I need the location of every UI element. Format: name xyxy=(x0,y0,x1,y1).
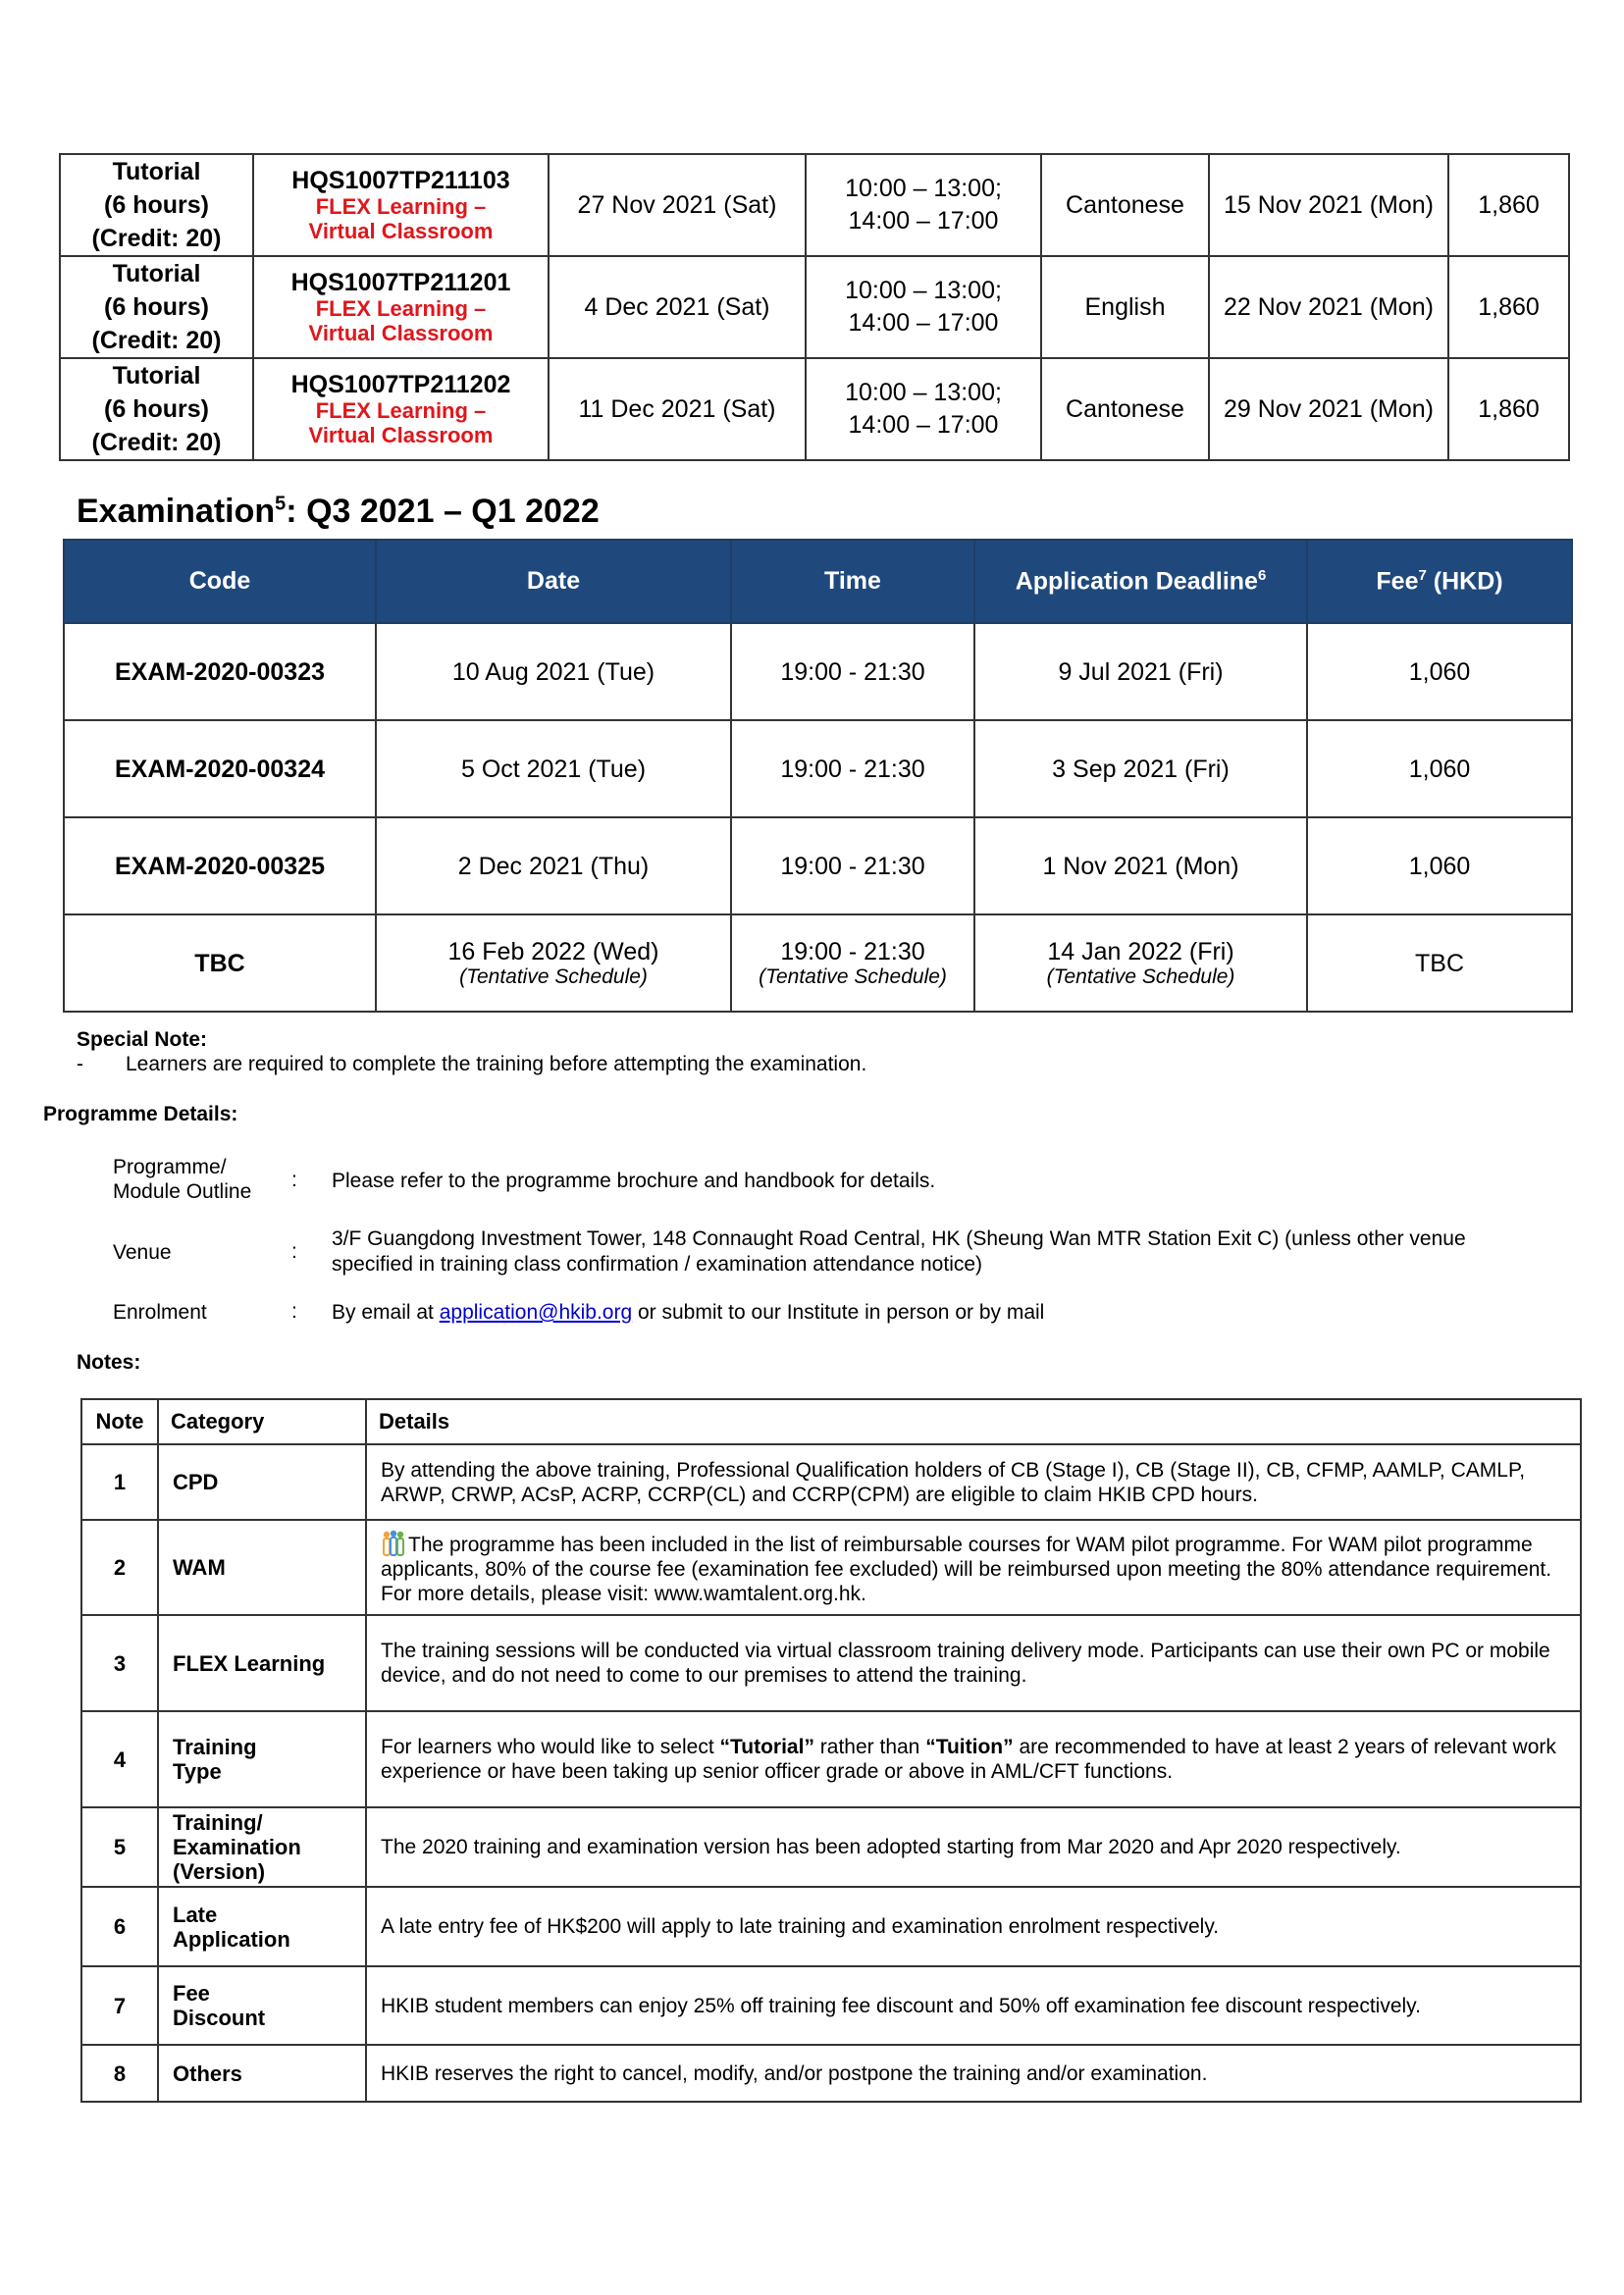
examination-schedule-table xyxy=(63,539,1573,1013)
tutorial-schedule-table xyxy=(59,153,1570,461)
exam-date: 16 Feb 2022 (Wed) (Tentative Schedule) xyxy=(376,914,731,1012)
note-category: FLEX Learning xyxy=(158,1615,366,1711)
venue-label: Venue xyxy=(113,1241,172,1264)
header-details: Details xyxy=(366,1399,1581,1444)
time-cell: 10:00 – 13:00; 14:00 – 17:00 xyxy=(806,154,1041,256)
notes-table xyxy=(80,1398,1582,2103)
deadline-cell: 22 Nov 2021 (Mon) xyxy=(1209,256,1448,358)
exam-fee: 1,060 xyxy=(1307,817,1572,914)
note-number: 2 xyxy=(81,1520,158,1615)
exam-time: 19:00 - 21:30 xyxy=(731,720,974,817)
special-note-text: Learners are required to complete the training before attempting the examination. xyxy=(126,1053,867,1075)
header-note: Note xyxy=(81,1399,158,1444)
exam-fee: TBC xyxy=(1307,914,1572,1012)
note-row xyxy=(81,1615,1581,1711)
note-number: 5 xyxy=(81,1807,158,1887)
date-cell: 27 Nov 2021 (Sat) xyxy=(549,154,806,256)
language-cell: English xyxy=(1041,256,1209,358)
class-code: HQS1007TP211103 xyxy=(291,166,510,194)
class-code: HQS1007TP211202 xyxy=(290,370,511,398)
header-application-deadline: Application Deadline$^6$ xyxy=(974,540,1307,623)
header-fee: Fee$^7$ (HKD) xyxy=(1307,540,1572,623)
exam-date: 2 Dec 2021 (Thu) xyxy=(376,817,731,914)
exam-deadline: 9 Jul 2021 (Fri) xyxy=(974,623,1307,720)
header-code: Code xyxy=(64,540,376,623)
note-details: HKIB student members can enjoy 25% off training fee discount and 50% off examination fee discount respectively. xyxy=(366,1966,1581,2045)
footnote-ref: 5 xyxy=(275,493,287,515)
exam-row xyxy=(64,720,1572,817)
exam-code: EXAM-2020-00325 xyxy=(64,817,376,914)
header-date: Date xyxy=(376,540,731,623)
exam-date: 10 Aug 2021 (Tue) xyxy=(376,623,731,720)
colon: : xyxy=(291,1300,297,1323)
colon: : xyxy=(291,1169,297,1191)
notes-header-row xyxy=(81,1399,1581,1444)
note-category: WAM xyxy=(158,1520,366,1615)
note-details: By attending the above training, Professional Qualification holders of CB (Stage I), CB (Stage II), CB, CFMP, AAMLP, CAMLP, ARWP, CRWP, ACsP, ACRP, CCRP(CL) and CCRP(CPM) are eligible to claim HKIB CPD hours. xyxy=(366,1444,1581,1520)
exam-fee: 1,060 xyxy=(1307,720,1572,817)
exam-time: 19:00 - 21:30 (Tentative Schedule) xyxy=(731,914,974,1012)
note-number: 7 xyxy=(81,1966,158,2045)
virtual-classroom-label: Virtual Classroom xyxy=(308,422,494,447)
flex-learning-label: FLEX Learning – xyxy=(315,397,487,423)
note-details: A late entry fee of HK$200 will apply to late training and examination enrolment respectively. xyxy=(366,1887,1581,1966)
examination-heading: Examination$^5$: Q3 2021 – Q1 2022 xyxy=(77,493,600,530)
venue-value: 3/F Guangdong Investment Tower, 148 Connaught Road Central, HK (Sheung Wan MTR Station Exit C) (unless other venue specified in training class confirmation / examination attendance notice) xyxy=(332,1227,1466,1276)
exam-time: 19:00 - 21:30 xyxy=(731,817,974,914)
exam-deadline: 3 Sep 2021 (Fri) xyxy=(974,720,1307,817)
note-category: Late Application xyxy=(158,1887,366,1966)
exam-row xyxy=(64,817,1572,914)
exam-row-tbc xyxy=(64,914,1572,1012)
note-number: 1 xyxy=(81,1444,158,1520)
note-details: The training sessions will be conducted via virtual classroom training delivery mode. Participants can use their own PC or mobile device, and do not need to come to our premises to attend the training. xyxy=(366,1615,1581,1711)
colon: : xyxy=(291,1240,297,1263)
note-category: Training/ Examination (Version) xyxy=(158,1807,366,1887)
programme-details-title: Programme Details: xyxy=(43,1103,238,1125)
class-code-cell xyxy=(253,154,549,256)
note-row xyxy=(81,1966,1581,2045)
deadline-cell: 29 Nov 2021 (Mon) xyxy=(1209,358,1448,460)
tentative-note: (Tentative Schedule) xyxy=(759,965,947,988)
tutorial-row xyxy=(60,154,1569,256)
header-category: Category xyxy=(158,1399,366,1444)
note-row xyxy=(81,1444,1581,1520)
exam-code: EXAM-2020-00324 xyxy=(64,720,376,817)
language-cell: Cantonese xyxy=(1041,358,1209,460)
note-category: Fee Discount xyxy=(158,1966,366,2045)
language-cell: Cantonese xyxy=(1041,154,1209,256)
exam-code: TBC xyxy=(64,914,376,1012)
deadline-cell: 15 Nov 2021 (Mon) xyxy=(1209,154,1448,256)
fee-cell: 1,860 xyxy=(1448,154,1569,256)
enrolment-value: By email at application@hkib.org or submit to our Institute in person or by mail xyxy=(332,1301,1045,1324)
note-details: HKIB reserves the right to cancel, modify, and/or postpone the training and/or examination. xyxy=(366,2045,1581,2102)
note-row xyxy=(81,1887,1581,1966)
time-cell: 10:00 – 13:00; 14:00 – 17:00 xyxy=(806,358,1041,460)
note-row xyxy=(81,1807,1581,1887)
note-row xyxy=(81,1711,1581,1807)
note-number: 6 xyxy=(81,1887,158,1966)
fee-cell: 1,860 xyxy=(1448,358,1569,460)
note-number: 8 xyxy=(81,2045,158,2102)
note-category: CPD xyxy=(158,1444,366,1520)
time-cell: 10:00 – 13:00; 14:00 – 17:00 xyxy=(806,256,1041,358)
date-cell: 11 Dec 2021 (Sat) xyxy=(549,358,806,460)
training-type-cell: Tutorial (6 hours) (Credit: 20) xyxy=(60,256,253,358)
notes-title: Notes: xyxy=(77,1351,141,1374)
training-type-cell: Tutorial (6 hours) (Credit: 20) xyxy=(60,358,253,460)
note-row xyxy=(81,2045,1581,2102)
tutorial-row xyxy=(60,358,1569,460)
exam-code: EXAM-2020-00323 xyxy=(64,623,376,720)
tentative-note: (Tentative Schedule) xyxy=(459,965,648,988)
outline-label: Programme/ Module Outline xyxy=(113,1156,252,1203)
fee-cell: 1,860 xyxy=(1448,256,1569,358)
exam-row xyxy=(64,623,1572,720)
special-note-title: Special Note: xyxy=(77,1028,208,1051)
application-email-link[interactable]: application@hkib.org xyxy=(439,1301,633,1324)
enrolment-label: Enrolment xyxy=(113,1301,207,1324)
exam-header-row xyxy=(64,540,1572,623)
note-number: 4 xyxy=(81,1711,158,1807)
note-details: The programme has been included in the list of reimbursable courses for WAM pilot programme. For WAM pilot programme applicants, 80% of the course fee (examination fee excluded) will be reimbursed upon meeting the 80% attendance requirement. For more details, please visit: www.wamtalent.org.hk. xyxy=(366,1520,1581,1615)
wam-people-icon xyxy=(381,1530,406,1557)
bullet-dash: - xyxy=(77,1053,83,1075)
class-code-cell xyxy=(253,358,549,460)
virtual-classroom-label: Virtual Classroom xyxy=(308,320,494,345)
date-cell: 4 Dec 2021 (Sat) xyxy=(549,256,806,358)
exam-deadline: 14 Jan 2022 (Fri) (Tentative Schedule) xyxy=(974,914,1307,1012)
class-code-cell xyxy=(253,256,549,358)
note-details: The 2020 training and examination version has been adopted starting from Mar 2020 and Apr 2020 respectively. xyxy=(366,1807,1581,1887)
note-row xyxy=(81,1520,1581,1615)
exam-date: 5 Oct 2021 (Tue) xyxy=(376,720,731,817)
virtual-classroom-label: Virtual Classroom xyxy=(308,218,494,243)
note-number: 3 xyxy=(81,1615,158,1711)
header-time: Time xyxy=(731,540,974,623)
outline-value: Please refer to the programme brochure and handbook for details. xyxy=(332,1170,936,1192)
note-category: Training Type xyxy=(158,1711,366,1807)
class-code: HQS1007TP211201 xyxy=(290,268,511,296)
note-details: For learners who would like to select “Tutorial” rather than “Tuition” are recommended to have at least 2 years of relevant work experience or have been taking up senior officer grade or above in AML/CFT functions. xyxy=(366,1711,1581,1807)
exam-fee: 1,060 xyxy=(1307,623,1572,720)
exam-deadline: 1 Nov 2021 (Mon) xyxy=(974,817,1307,914)
exam-time: 19:00 - 21:30 xyxy=(731,623,974,720)
training-type-cell: Tutorial (6 hours) (Credit: 20) xyxy=(60,154,253,256)
note-category: Others xyxy=(158,2045,366,2102)
flex-learning-label: FLEX Learning – xyxy=(315,295,487,321)
tutorial-row xyxy=(60,256,1569,358)
flex-learning-label: FLEX Learning – xyxy=(315,193,487,219)
tentative-note: (Tentative Schedule) xyxy=(1046,965,1235,988)
